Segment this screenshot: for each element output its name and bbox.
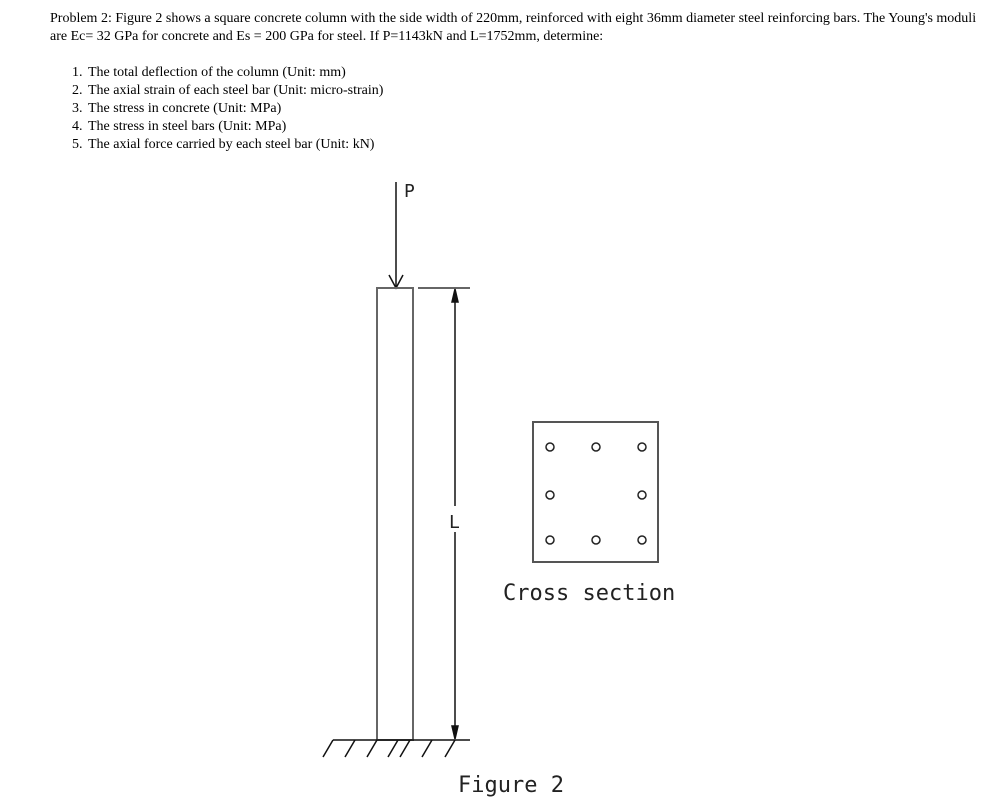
column bbox=[377, 288, 413, 740]
dimension-line bbox=[418, 288, 470, 739]
problem-statement: Problem 2: Figure 2 shows a square concrete column with the side width of 220mm, reinforced with eight 36mm diameter steel reinforcing bars. The Young's moduli are Ec= 32 GPa for concrete and Es = 200 GPa for steel. If P=1143kN and L=1752mm, determine: bbox=[50, 11, 977, 44]
rebar bbox=[546, 536, 554, 544]
fixed-support bbox=[323, 740, 470, 757]
question-item: 3. The stress in concrete (Unit: MPa) bbox=[86, 100, 383, 118]
question-item: 2. The axial strain of each steel bar (Unit: micro-strain) bbox=[86, 82, 383, 100]
rebar bbox=[638, 536, 646, 544]
rebar bbox=[638, 443, 646, 451]
question-item: 5. The axial force carried by each steel bar (Unit: kN) bbox=[86, 136, 383, 154]
rebar bbox=[592, 443, 600, 451]
question-item: 1. The total deflection of the column (Unit: mm) bbox=[86, 64, 383, 82]
cross-section-label: Cross section bbox=[503, 581, 676, 606]
cross-section bbox=[533, 422, 658, 562]
question-item: 4. The stress in steel bars (Unit: MPa) bbox=[86, 118, 383, 136]
rebar bbox=[546, 491, 554, 499]
length-label: L bbox=[449, 512, 460, 533]
figure-caption: Figure 2 bbox=[458, 773, 564, 798]
rebar bbox=[546, 443, 554, 451]
load-arrow bbox=[389, 182, 403, 288]
load-label: P bbox=[404, 181, 415, 202]
rebar bbox=[638, 491, 646, 499]
rebar bbox=[592, 536, 600, 544]
